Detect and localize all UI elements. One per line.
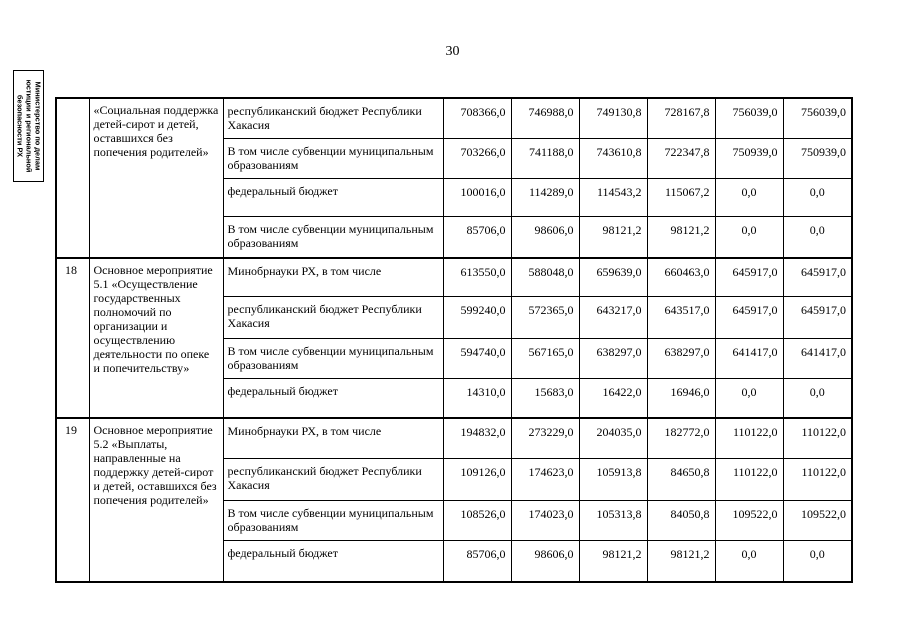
amount-cell: 572365,0 xyxy=(511,296,579,338)
table-row xyxy=(56,98,852,138)
amount-cell: 641417,0 xyxy=(783,338,852,378)
amount-cell: 98606,0 xyxy=(511,216,579,258)
funding-source: Минобрнауки РХ, в том числе xyxy=(223,418,443,458)
amount-cell: 114543,2 xyxy=(579,178,647,216)
amount-cell: 750939,0 xyxy=(715,138,783,178)
amount-cell: 756039,0 xyxy=(783,98,852,138)
amount-cell: 0,0 xyxy=(783,178,852,216)
amount-cell: 645917,0 xyxy=(783,296,852,338)
amount-cell: 728167,8 xyxy=(647,98,715,138)
funding-source: республиканский бюджет Республики Хакасия xyxy=(223,296,443,338)
amount-cell: 599240,0 xyxy=(443,296,511,338)
amount-cell: 708366,0 xyxy=(443,98,511,138)
amount-cell: 14310,0 xyxy=(443,378,511,418)
amount-cell: 645917,0 xyxy=(715,296,783,338)
amount-cell: 174623,0 xyxy=(511,458,579,500)
amount-cell: 567165,0 xyxy=(511,338,579,378)
amount-cell: 660463,0 xyxy=(647,258,715,296)
amount-cell: 703266,0 xyxy=(443,138,511,178)
measure-name: Основное мероприятие 5.1 «Осуществление государственных полномочий по организации и осуществлению деятельности по опеке и попечительству» xyxy=(89,258,223,418)
amount-cell: 98121,2 xyxy=(647,540,715,582)
amount-cell: 109126,0 xyxy=(443,458,511,500)
amount-cell: 0,0 xyxy=(783,216,852,258)
stamp-line-1: Министерство по делам xyxy=(33,81,42,171)
amount-cell: 749130,8 xyxy=(579,98,647,138)
funding-source: республиканский бюджет Республики Хакасия xyxy=(223,458,443,500)
amount-cell: 594740,0 xyxy=(443,338,511,378)
amount-cell: 110122,0 xyxy=(715,458,783,500)
amount-cell: 182772,0 xyxy=(647,418,715,458)
amount-cell: 0,0 xyxy=(715,378,783,418)
amount-cell: 645917,0 xyxy=(783,258,852,296)
amount-cell: 98121,2 xyxy=(579,216,647,258)
funding-source: В том числе субвенции муниципальным образованиям xyxy=(223,138,443,178)
amount-cell: 174023,0 xyxy=(511,500,579,540)
amount-cell: 16422,0 xyxy=(579,378,647,418)
amount-cell: 756039,0 xyxy=(715,98,783,138)
funding-source: федеральный бюджет xyxy=(223,540,443,582)
registration-stamp xyxy=(13,70,44,182)
amount-cell: 98121,2 xyxy=(647,216,715,258)
page-number: 30 xyxy=(445,44,460,59)
amount-cell: 0,0 xyxy=(783,540,852,582)
amount-cell: 110122,0 xyxy=(715,418,783,458)
amount-cell: 100016,0 xyxy=(443,178,511,216)
amount-cell: 588048,0 xyxy=(511,258,579,296)
amount-cell: 659639,0 xyxy=(579,258,647,296)
amount-cell: 0,0 xyxy=(715,178,783,216)
funding-source: республиканский бюджет Республики Хакасия xyxy=(223,98,443,138)
amount-cell: 109522,0 xyxy=(783,500,852,540)
amount-cell: 84650,8 xyxy=(647,458,715,500)
amount-cell: 105313,8 xyxy=(579,500,647,540)
stamp-line-2: юстиции и региональной xyxy=(24,79,33,173)
amount-cell: 722347,8 xyxy=(647,138,715,178)
amount-cell: 85706,0 xyxy=(443,540,511,582)
amount-cell: 84050,8 xyxy=(647,500,715,540)
row-index xyxy=(56,98,89,258)
funding-source: федеральный бюджет xyxy=(223,378,443,418)
amount-cell: 16946,0 xyxy=(647,378,715,418)
budget-table xyxy=(55,97,853,583)
amount-cell: 15683,0 xyxy=(511,378,579,418)
amount-cell: 613550,0 xyxy=(443,258,511,296)
amount-cell: 0,0 xyxy=(783,378,852,418)
funding-source: В том числе субвенции муниципальным образованиям xyxy=(223,500,443,540)
amount-cell: 85706,0 xyxy=(443,216,511,258)
amount-cell: 643217,0 xyxy=(579,296,647,338)
amount-cell: 108526,0 xyxy=(443,500,511,540)
amount-cell: 98121,2 xyxy=(579,540,647,582)
amount-cell: 741188,0 xyxy=(511,138,579,178)
amount-cell: 643517,0 xyxy=(647,296,715,338)
amount-cell: 110122,0 xyxy=(783,418,852,458)
funding-source: Минобрнауки РХ, в том числе xyxy=(223,258,443,296)
amount-cell: 98606,0 xyxy=(511,540,579,582)
funding-source: федеральный бюджет xyxy=(223,178,443,216)
amount-cell: 645917,0 xyxy=(715,258,783,296)
amount-cell: 105913,8 xyxy=(579,458,647,500)
row-index: 19 xyxy=(56,418,89,582)
row-index: 18 xyxy=(56,258,89,418)
amount-cell: 0,0 xyxy=(715,216,783,258)
table-row xyxy=(56,418,852,458)
stamp-line-3: безопасности РХ xyxy=(15,94,24,158)
amount-cell: 114289,0 xyxy=(511,178,579,216)
funding-source: В том числе субвенции муниципальным образованиям xyxy=(223,338,443,378)
amount-cell: 204035,0 xyxy=(579,418,647,458)
amount-cell: 743610,8 xyxy=(579,138,647,178)
amount-cell: 273229,0 xyxy=(511,418,579,458)
measure-name: Основное мероприятие 5.2 «Выплаты, направленные на поддержку детей-сирот и детей, оставшихся без попечения родителей» xyxy=(89,418,223,582)
amount-cell: 109522,0 xyxy=(715,500,783,540)
amount-cell: 115067,2 xyxy=(647,178,715,216)
amount-cell: 750939,0 xyxy=(783,138,852,178)
amount-cell: 638297,0 xyxy=(579,338,647,378)
measure-name: «Социальная поддержка детей-сирот и детей, оставшихся без попечения родителей» xyxy=(89,98,223,258)
amount-cell: 746988,0 xyxy=(511,98,579,138)
amount-cell: 638297,0 xyxy=(647,338,715,378)
amount-cell: 641417,0 xyxy=(715,338,783,378)
table-row xyxy=(56,258,852,296)
amount-cell: 194832,0 xyxy=(443,418,511,458)
table-body xyxy=(56,98,852,582)
amount-cell: 110122,0 xyxy=(783,458,852,500)
amount-cell: 0,0 xyxy=(715,540,783,582)
funding-source: В том числе субвенции муниципальным образованиям xyxy=(223,216,443,258)
